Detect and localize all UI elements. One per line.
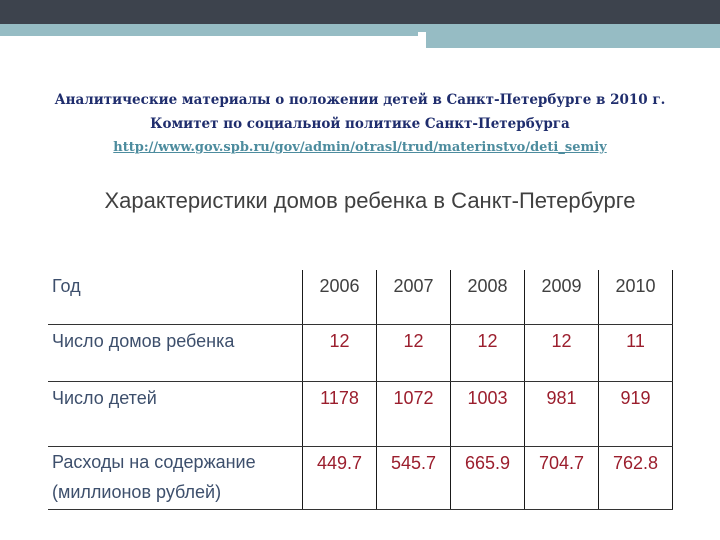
accent-bar-gap xyxy=(418,32,426,48)
table-cell: 981 xyxy=(525,382,599,447)
table-cell: 2007 xyxy=(377,270,451,325)
source-header xyxy=(0,88,720,159)
table-cell: 11 xyxy=(599,325,673,382)
table-cell: 704.7 xyxy=(525,447,599,510)
table-row-homes xyxy=(48,325,673,382)
table-cell: 12 xyxy=(451,325,525,382)
table-row-expenses xyxy=(48,447,673,510)
header-title: Аналитические материалы о положении детей в Санкт-Петербурге в 2010 г. xyxy=(54,92,666,108)
top-dark-bar xyxy=(0,0,720,24)
table-row-year xyxy=(48,270,673,325)
row-label: Число детей xyxy=(48,382,303,447)
accent-bar-right xyxy=(426,32,720,48)
table-cell: 1003 xyxy=(451,382,525,447)
table-cell: 12 xyxy=(303,325,377,382)
table-cell: 762.8 xyxy=(599,447,673,510)
table-row-children xyxy=(48,382,673,447)
table-cell: 2006 xyxy=(303,270,377,325)
table-cell: 2010 xyxy=(599,270,673,325)
table-cell: 1072 xyxy=(377,382,451,447)
table-cell: 919 xyxy=(599,382,673,447)
table-cell: 12 xyxy=(525,325,599,382)
row-label: Расходы на содержание (миллионов рублей) xyxy=(48,447,303,510)
table-cell: 2008 xyxy=(451,270,525,325)
table-cell: 665.9 xyxy=(451,447,525,510)
row-label: Число домов ребенка xyxy=(48,325,303,382)
table-cell: 12 xyxy=(377,325,451,382)
row-label: Год xyxy=(48,270,303,325)
table-cell: 545.7 xyxy=(377,447,451,510)
header-organization: Комитет по социальной политике Санкт-Петербурга xyxy=(150,116,570,132)
orphanage-stats-table xyxy=(48,270,673,510)
source-link[interactable]: http://www.gov.spb.ru/gov/admin/otrasl/trud/materinstvo/deti_semiy xyxy=(113,140,607,155)
table-cell: 2009 xyxy=(525,270,599,325)
table-cell: 1178 xyxy=(303,382,377,447)
table-cell: 449.7 xyxy=(303,447,377,510)
slide-subtitle: Характеристики домов ребенка в Санкт-Петербурге xyxy=(104,188,636,213)
